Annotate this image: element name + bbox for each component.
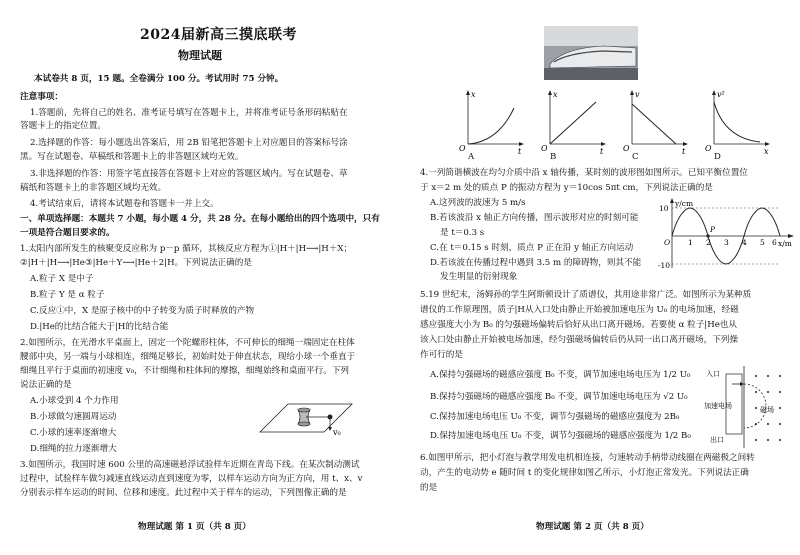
q3-graph-options (450, 88, 780, 162)
spool-top (298, 408, 310, 412)
acceleration-field-label: 加速电场 (704, 402, 732, 410)
exit-label: 出口 (710, 436, 724, 444)
q2-option-a: A.小球受到 4 个力作用 (30, 396, 119, 406)
graph-d-ylabel: v² (717, 90, 725, 99)
q5-stem: 谱仪的工作原理图，质子|H从入口处由静止开始被加速电压为 U₀ 的电场加速，经磁 (420, 305, 739, 315)
wave-origin: O (664, 238, 671, 247)
notice-line: 4.考试结束后，请将本试题卷和答题卡一并上交。 (30, 199, 219, 209)
q2-option-b: B.小球做匀速圆周运动 (30, 412, 117, 422)
q4-stem: 4.一列简谐横波在均匀介质中沿 x 轴传播，某时刻的波形图如图所示。已知平衡位置位 (420, 168, 748, 178)
q1-option-d: D.|He的比结合能大于|H的比结合能 (30, 322, 169, 332)
spool-bottom (298, 422, 310, 426)
q5-option-b: B.保持匀强磁场的磁感应强度 B₀ 不变，调节加速电场电压为 √2 U₀ (430, 392, 688, 402)
wave-ytick-top: 10 (659, 204, 669, 213)
q5-option-a: A.保持匀强磁场的磁感应强度 B₀ 不变，调节加速电场电压为 1/2 U₀ (430, 370, 691, 380)
q1-option-c: C.反应①中，X 是原子核中的中子转变为质子时释放的产物 (30, 306, 255, 316)
q2-stem: 2.如图所示，在光滑水平桌面上，固定一个陀螺形柱体，不可伸长的细绳一端固定在柱体 (20, 338, 355, 348)
graph-b (541, 90, 606, 156)
wave-xtick: 2 (706, 238, 711, 247)
q1-stem: 1.太阳内部所发生的核聚变反应称为 p－p 循环，其核反应方程为①|H＋|H⟶|H＋X； (20, 244, 353, 254)
right-page (400, 0, 800, 555)
section-heading: 一、单项选择题：本题共 7 小题，每小题 4 分，共 28 分。在每小题给出的四个选项中，只有 (20, 214, 380, 224)
graph-b-ylabel: x (553, 90, 558, 99)
graph-c-xlabel: t (682, 147, 686, 156)
graph-b-letter: B (550, 152, 557, 162)
q5-stem: 5.19 世纪末，汤姆孙的学生阿斯顿设计了质谱仪，其用途非常广泛。如图所示为某种质 (420, 290, 752, 300)
graph-c-origin: O (623, 144, 630, 153)
graph-b-xlabel: t (600, 147, 604, 156)
graph-c-letter: C (632, 152, 639, 162)
q2-figure (240, 390, 360, 450)
q5-stem: 作可行的是 (420, 350, 463, 360)
wave-ylabel: y/cm (675, 199, 694, 208)
q1-option-a: A.粒子 X 是中子 (30, 274, 94, 284)
wave-xtick: 4 (742, 238, 747, 247)
q2-stem: 细绳且平行于桌面的初速度 v₀，不计细绳和柱体间的摩擦，细绳始终和桌面平行。下列 (20, 366, 350, 376)
q1-stem: ②|H＋|H⟶|He③|He＋Y⟶|He＋2|H。下列说法正确的是 (20, 258, 252, 268)
graph-a-letter: A (468, 152, 475, 162)
graph-a (459, 90, 524, 156)
velocity-arrowhead (328, 427, 332, 431)
q1-option-b: B.粒子 Y 是 α 粒子 (30, 290, 105, 300)
q4-option-d-cont: 发生明显的衍射现象 (440, 272, 518, 282)
q6-stem: 动，产生的电动势 e 随时间 t 的变化规律如图乙所示，小灯泡正常发光。下列说法正确 (420, 468, 749, 478)
q4-stem: 于 x＝2 m 处的质点 P 的振动方程为 y＝10cos 5πt cm，下列说法正确的是 (420, 183, 713, 193)
q6-stem: 的是 (420, 483, 438, 493)
q5-option-d: D.保持加速电场电压 U₀ 不变，调节匀强磁场的磁感应强度为 1/2 B₀ (430, 431, 691, 441)
wave-xtick: 1 (688, 238, 693, 247)
wave-xtick: 6 (772, 238, 777, 247)
photo-sky (544, 26, 638, 46)
wave-xtick: 3 (724, 238, 729, 247)
wave-figure (658, 198, 798, 272)
graph-a-ylabel: x (471, 90, 476, 99)
maglev-train-photo (544, 26, 638, 80)
q4-option-b-cont: 是 t＝0.3 s (440, 228, 485, 238)
q3-stem: 分别表示样车运动的时间、位移和速度。此过程中关于样车的运动，下列图像正确的是 (20, 488, 347, 498)
q5-stem: 该入口处由静止开始被电场加速，经匀强磁场偏转后仍从同一出口离开磁场，下列操 (420, 335, 738, 345)
q3-stem: 3.如图所示，我国时速 600 公里的高速磁悬浮试验样车近期在青岛下线。在某次制动测试 (20, 460, 360, 470)
exam-info: 本试卷共 8 页，15 题。全卷满分 100 分。考试用时 75 分钟。 (34, 74, 284, 84)
notice-heading: 注意事项： (20, 92, 63, 102)
q5-option-c: C.保持加速电场电压 U₀ 不变，调节匀强磁场的磁感应强度为 2B₀ (430, 412, 680, 422)
graph-d-origin: O (705, 144, 712, 153)
notice-line: 2.选择题的作答：每小题选出答案后，用 2B 铅笔把答题卡上对应题目的答案标号涂 (30, 138, 348, 148)
q5-stem: 感应强度大小为 B₀ 的匀强磁场偏转后恰好从出口离开磁场。若要使 α 粒子|He也从 (420, 320, 737, 330)
q2-option-c: C.小球的速率逐渐增大 (30, 428, 117, 438)
entry-label: 入口 (706, 370, 720, 378)
graph-d-letter: D (714, 152, 721, 162)
q4-option-d: D.若该波在传播过程中遇到 3.5 m 的障碍物，则其不能 (430, 258, 642, 268)
velocity-label: v₀ (333, 428, 341, 437)
exam-subtitle: 物理试题 (178, 49, 222, 62)
wave-ytick-bottom: -10 (658, 261, 671, 270)
notice-line: 稿纸和答题卡上的非答题区域均无效。 (20, 183, 167, 193)
q2-option-d: D.细绳的拉力逐渐增大 (30, 444, 117, 454)
graph-d-xlabel: x (764, 147, 769, 156)
magnetic-field-label: 磁场 (760, 406, 774, 414)
page-footer: 物理试题 第 1 页（共 8 页） (138, 522, 251, 532)
page-footer: 物理试题 第 2 页（共 8 页） (536, 522, 649, 532)
wave-xtick: 5 (760, 238, 765, 247)
notice-line: 1.答题前，先将自己的姓名、准考证号填写在答题卡上，并将准考证号条形码粘贴在 (30, 108, 348, 118)
q3-stem: 过程中，试验样车做匀减速直线运动直到速度为零，以样车运动方向为正方向，用 t、x、v (20, 474, 363, 484)
mass-spectrometer-figure (704, 362, 794, 452)
wave-point-label: P (710, 225, 716, 234)
track (544, 68, 638, 80)
graph-c-ylabel: v (635, 90, 640, 99)
section-heading-cont: 一项是符合题目要求的。 (20, 228, 115, 238)
notice-line: 答题卡上的指定位置。 (20, 121, 106, 131)
graph-d (705, 90, 770, 156)
graph-a-xlabel: t (518, 147, 522, 156)
q2-stem: 说法正确的是 (20, 380, 72, 390)
graph-b-origin: O (541, 144, 548, 153)
q2-stem: 腰部中央，另一端与小球相连，细绳足够长，初始时处于伸直状态，现给小球一个垂直于 (20, 352, 356, 362)
wave-xlabel: x/m (778, 239, 792, 248)
notice-line: 黑。写在试题卷、草稿纸和答题卡上的非答题区域均无效。 (20, 152, 244, 162)
q6-stem: 6.如图甲所示，把小灯泡与教学用发电机相连接，匀速转动手柄带动线圈在两磁极之间转 (420, 453, 755, 463)
q4-option-a: A.这列波的波速为 5 m/s (430, 198, 526, 208)
q4-option-c: C.在 t＝0.15 s 时刻，质点 P 正在沿 y 轴正方向运动 (430, 243, 634, 253)
graph-c (623, 90, 688, 156)
exam-title: 2024届新高三摸底联考 (140, 27, 297, 43)
graph-a-origin: O (459, 144, 466, 153)
q4-option-b: B.若该波沿 x 轴正方向传播，图示波形对应的时刻可能 (430, 213, 639, 223)
notice-line: 3.非选择题的作答：用签字笔直接答在答题卡上对应的答题区域内。写在试题卷、草 (30, 169, 348, 179)
